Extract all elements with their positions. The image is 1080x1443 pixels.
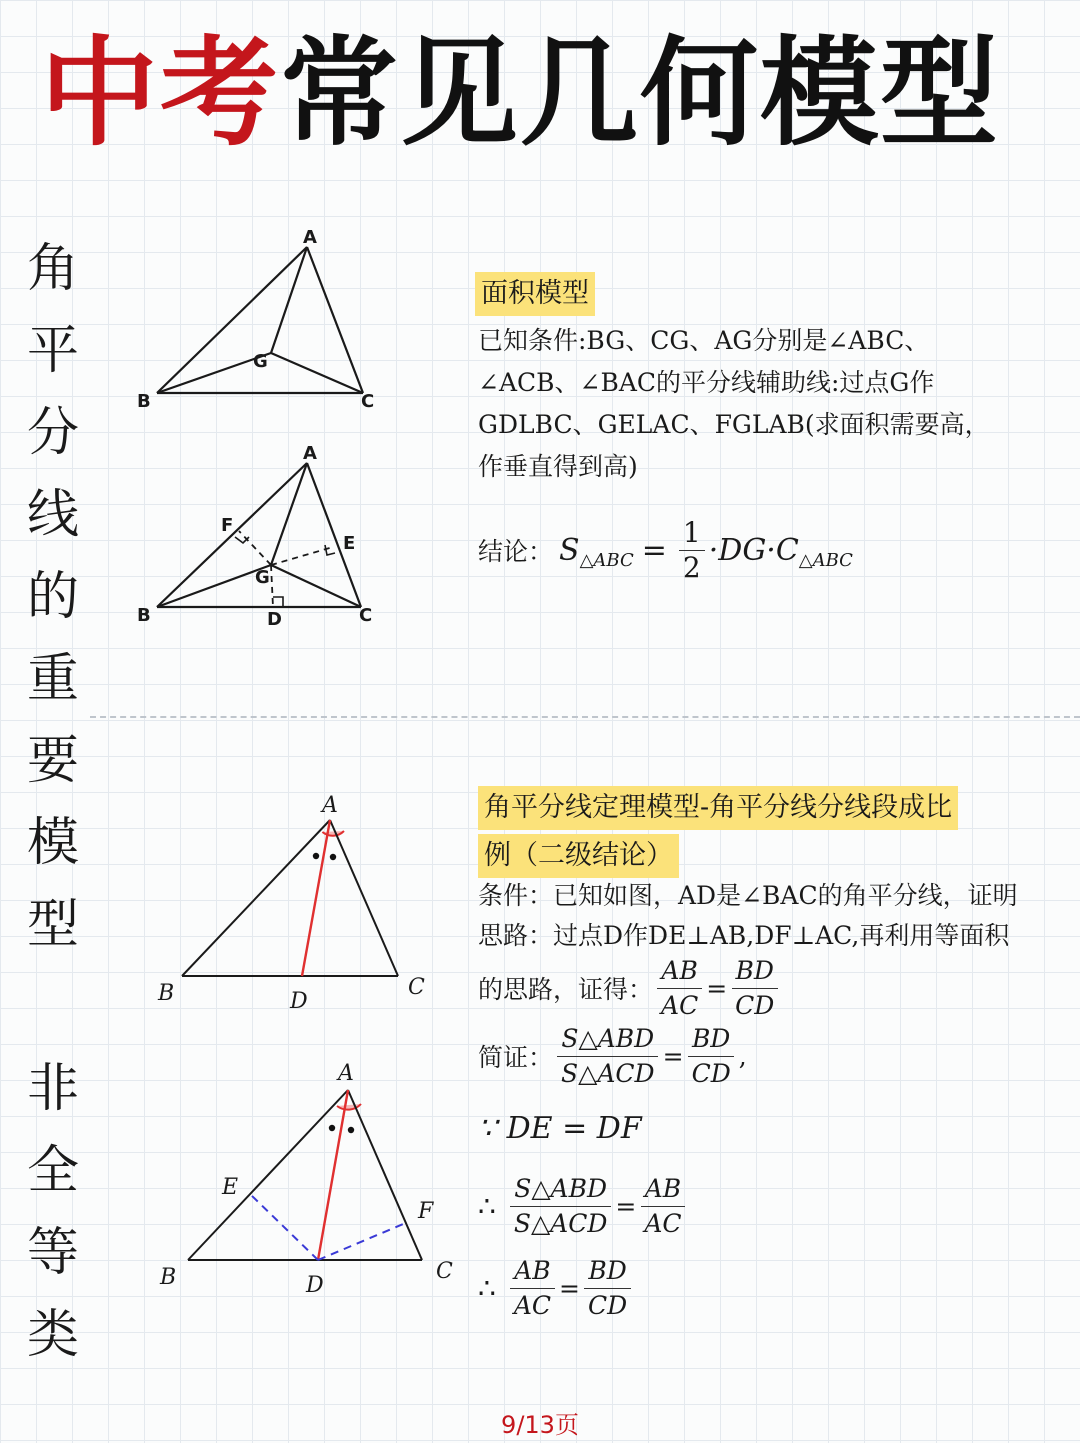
right-angle-e xyxy=(325,545,335,555)
proof-label: 简证： xyxy=(478,1043,554,1072)
numerator: S△ABD xyxy=(510,1172,611,1207)
section1-line: ∠ACB、∠BAC的平分线辅助线:过点G作 xyxy=(478,368,935,397)
label-b: B xyxy=(158,981,175,1006)
denominator: AC xyxy=(661,990,699,1020)
label-b: B xyxy=(137,605,151,626)
side-char: 角 xyxy=(26,239,79,299)
therefore-symbol: ∴ xyxy=(478,1189,496,1223)
side-char: 全 xyxy=(26,1141,79,1201)
right-angle-f xyxy=(235,537,249,543)
side-label-bisector-models xyxy=(18,228,88,966)
section2-line: 的思路，证得： xyxy=(478,975,654,1004)
diagram-triangle-incenter xyxy=(125,215,390,415)
fraction-area-ratio xyxy=(557,1022,659,1091)
diagram-triangle-heights xyxy=(125,435,390,635)
because-line: ∵ DE = DF xyxy=(478,1110,642,1146)
formula-rhs: ·DG·C xyxy=(708,532,799,568)
page-title xyxy=(40,18,1060,168)
section1-body xyxy=(478,320,1068,488)
side-char: 等 xyxy=(26,1223,79,1283)
angle-dot xyxy=(313,853,319,859)
angle-dot xyxy=(330,854,336,860)
label-a: A xyxy=(322,793,338,818)
diagram-angle-bisector xyxy=(150,790,440,1020)
section2-line: 思路：过点D作DE⊥AB,DF⊥AC,再利用等面积 xyxy=(478,921,1010,950)
bisector-ad xyxy=(318,1090,348,1260)
segment-ac xyxy=(307,247,363,393)
label-e: E xyxy=(343,533,356,554)
conclusion-label: 结论： xyxy=(478,537,554,566)
fraction-bd-cd xyxy=(584,1254,631,1323)
section2-line: 条件：已知如图，AD是∠BAC的角平分线，证明 xyxy=(478,881,1018,910)
denominator: S△ACD xyxy=(561,1058,655,1088)
label-g: G xyxy=(253,351,268,372)
side-char: 非 xyxy=(26,1059,79,1119)
section2-because xyxy=(478,1106,642,1150)
label-g: G xyxy=(255,567,270,588)
section2-body xyxy=(478,876,1078,956)
label-c: C xyxy=(359,605,373,626)
numerator: AB xyxy=(641,1172,685,1207)
segment-bg xyxy=(157,565,271,607)
segment-ab xyxy=(157,247,307,393)
fraction-bd-cd xyxy=(688,1022,735,1091)
numerator: BD xyxy=(732,954,778,989)
side-char: 模 xyxy=(26,813,79,873)
formula-s-sub: △ABC xyxy=(579,549,634,571)
denominator: CD xyxy=(691,1058,731,1088)
equals: = xyxy=(662,1041,684,1071)
side-label-non-congruent xyxy=(18,1048,88,1376)
denominator: CD xyxy=(735,990,775,1020)
numerator: AB xyxy=(510,1254,554,1289)
bisector-ad xyxy=(302,820,330,976)
numerator: AB xyxy=(657,954,701,989)
angle-arc xyxy=(337,1104,361,1110)
fraction-numerator: 1 xyxy=(679,516,705,551)
section2-proof-result xyxy=(478,950,782,1026)
fraction-ab-ac xyxy=(510,1254,555,1323)
fraction-ab-ac xyxy=(640,1172,685,1241)
label-a: A xyxy=(303,227,317,248)
fraction-area-ratio xyxy=(510,1172,612,1241)
angle-arc xyxy=(322,831,344,836)
section2-therefore-1 xyxy=(478,1168,690,1244)
comma: , xyxy=(738,1041,747,1071)
label-b: B xyxy=(137,391,151,412)
side-char: 重 xyxy=(26,649,79,709)
segment-ac xyxy=(348,1090,422,1260)
section2-therefore-2 xyxy=(478,1250,635,1326)
dashed-gd xyxy=(271,565,273,607)
therefore-symbol: ∴ xyxy=(478,1271,496,1305)
side-char: 分 xyxy=(26,403,79,463)
label-a: A xyxy=(303,443,317,464)
segment-ag xyxy=(271,247,307,353)
denominator: CD xyxy=(587,1290,628,1320)
label-c: C xyxy=(361,391,375,412)
label-a: A xyxy=(338,1061,354,1086)
page-number: 9/13页 xyxy=(501,1411,579,1439)
side-char: 类 xyxy=(26,1305,79,1365)
denominator: AC xyxy=(513,1290,552,1320)
formula-half xyxy=(679,516,705,585)
segment-ac xyxy=(330,820,398,976)
segment-ab xyxy=(188,1090,348,1260)
denominator: AC xyxy=(644,1208,682,1238)
dashed-df xyxy=(318,1222,408,1260)
segment-ag xyxy=(271,463,307,565)
formula-s: S xyxy=(559,532,580,568)
numerator: S△ABD xyxy=(557,1022,658,1057)
label-c: C xyxy=(408,975,425,1000)
equals: = xyxy=(706,973,728,1003)
angle-dot xyxy=(348,1127,354,1133)
fraction-denominator: 2 xyxy=(682,550,701,584)
fraction-bd-cd xyxy=(731,954,778,1023)
label-b: B xyxy=(160,1265,177,1290)
side-char: 的 xyxy=(26,567,79,627)
fraction-ab-ac xyxy=(657,954,702,1023)
section1-heading-wrap xyxy=(475,272,595,316)
section1-line: 作垂直得到高) xyxy=(478,452,638,481)
section1-conclusion xyxy=(478,510,853,590)
label-c: C xyxy=(436,1259,453,1284)
formula-rhs-sub: △ABC xyxy=(798,549,853,571)
numerator: BD xyxy=(584,1254,630,1289)
section2-heading-wrap xyxy=(478,786,1078,878)
segment-ab xyxy=(182,820,330,976)
angle-dot xyxy=(329,1125,335,1131)
label-e: E xyxy=(222,1175,239,1200)
section1-line: GDLBC、GELAC、FGLAB(求面积需要高， xyxy=(478,410,990,439)
section-divider xyxy=(90,716,1080,718)
numerator: BD xyxy=(688,1022,734,1057)
formula-eq: = xyxy=(641,532,667,568)
section2-brief-proof xyxy=(478,1018,747,1094)
equals: = xyxy=(559,1273,580,1303)
dashed-ge xyxy=(271,547,333,565)
label-d: D xyxy=(267,609,282,630)
title-black-part: 常见几何模型 xyxy=(280,24,1001,162)
title-red-part: 中考 xyxy=(40,24,281,162)
side-char: 型 xyxy=(26,895,79,955)
section2-heading-line2: 例（二级结论） xyxy=(478,834,679,878)
label-f: F xyxy=(221,515,234,536)
section1-line: 已知条件:BG、CG、AG分别是∠ABC、 xyxy=(478,326,930,355)
section2-heading-line1: 角平分线定理模型-角平分线分线段成比 xyxy=(478,786,958,830)
denominator: S△ACD xyxy=(513,1208,608,1238)
equals: = xyxy=(615,1191,637,1221)
dashed-de xyxy=(250,1194,318,1260)
label-d: D xyxy=(290,989,308,1014)
section1-heading: 面积模型 xyxy=(475,272,595,316)
side-char: 平 xyxy=(26,321,79,381)
label-f: F xyxy=(418,1199,434,1224)
right-angle-d xyxy=(273,597,283,607)
dashed-gf xyxy=(239,531,271,565)
side-char: 线 xyxy=(26,485,79,545)
label-d: D xyxy=(306,1273,324,1298)
side-char: 要 xyxy=(26,731,79,791)
diagram-angle-bisector-perpendiculars xyxy=(150,1058,470,1308)
